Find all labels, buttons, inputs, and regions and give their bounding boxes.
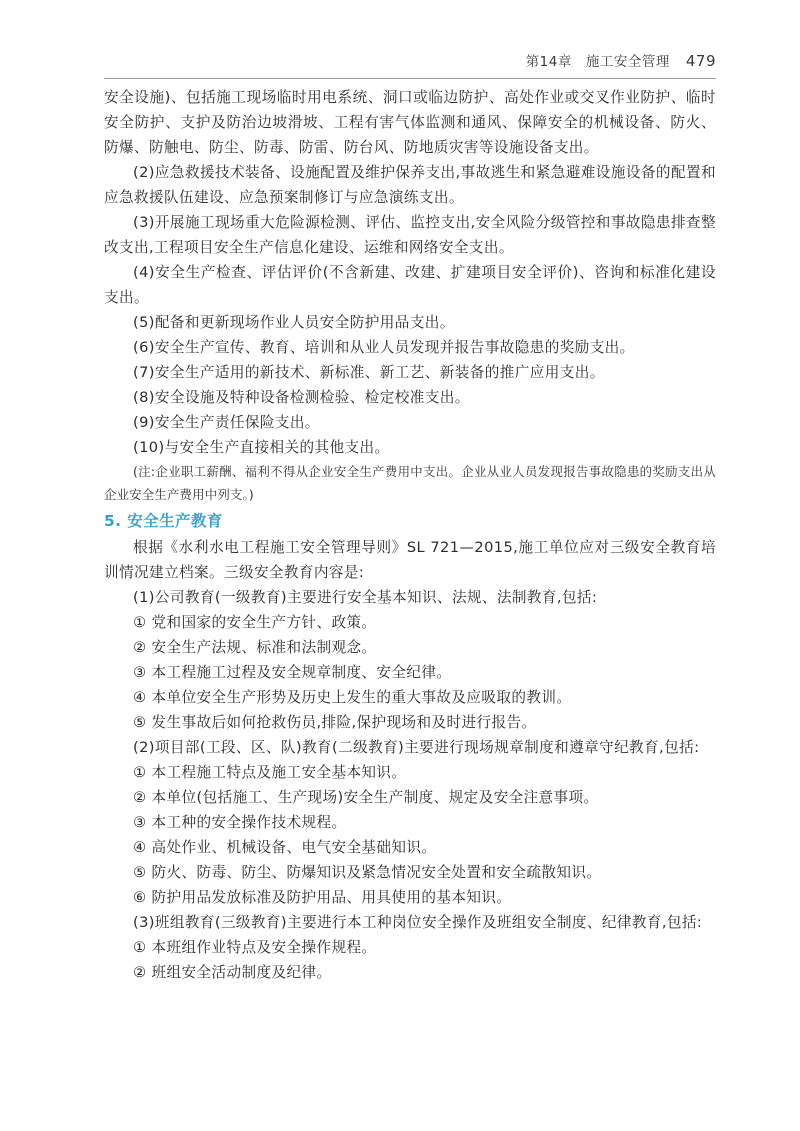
list-item: ① 党和国家的安全生产方针、政策。 xyxy=(133,614,377,631)
expense-item-9: (9)安全生产责任保险支出。 xyxy=(133,414,320,431)
expense-item-6: (6)安全生产宣传、教育、培训和从业人员发现并报告事故隐患的奖励支出。 xyxy=(133,339,635,356)
level-2-education: (2)项目部(工段、区、队)教育(二级教育)主要进行现场规章制度和遵章守纪教育,包括: xyxy=(133,739,700,756)
paragraph-continued: 安全设施)、包括施工现场临时用电系统、洞口或临边防护、高处作业或交叉作业防护、临时安全防护、支护及防治边坡滑坡、工程有害气体监测和通风、保障安全的机械设备、防火、防爆、防触电、防尘、防毒、防雷、防台风、防地质灾害等设施设备支出。 xyxy=(104,89,716,156)
page-body xyxy=(104,85,716,985)
expense-item-10: (10)与安全生产直接相关的其他支出。 xyxy=(133,439,390,456)
list-item: ② 本单位(包括施工、生产现场)安全生产制度、规定及安全注意事项。 xyxy=(133,789,599,806)
note: (注:企业职工薪酬、福利不得从企业安全生产费用中支出。企业从业人员发现报告事故隐患的奖励支出从企业安全生产费用中列支。) xyxy=(104,464,716,502)
page-header xyxy=(104,42,716,79)
expense-item-2: (2)应急救援技术装备、设施配置及维护保养支出,事故逃生和紧急避难设施设备的配置和应急救援队伍建设、应急预案制修订与应急演练支出。 xyxy=(104,164,716,206)
list-item: ⑤ 防火、防毒、防尘、防爆知识及紧急情况安全处置和安全疏散知识。 xyxy=(133,864,602,881)
list-item: ④ 本单位安全生产形势及历史上发生的重大事故及应吸取的教训。 xyxy=(133,689,572,706)
running-header xyxy=(526,50,716,70)
page-number: 479 xyxy=(685,52,716,70)
level-1-education: (1)公司教育(一级教育)主要进行安全基本知识、法规、法制教育,包括: xyxy=(133,589,598,606)
list-item: ② 班组安全活动制度及纪律。 xyxy=(133,964,332,981)
expense-item-7: (7)安全生产适用的新技术、新标准、新工艺、新装备的推广应用支出。 xyxy=(133,364,605,381)
list-item: ⑥ 防护用品发放标准及防护用品、用具使用的基本知识。 xyxy=(133,889,512,906)
section-intro: 根据《水利水电工程施工安全管理导则》SL 721—2015,施工单位应对三级安全教育培训情况建立档案。三级安全教育内容是: xyxy=(104,539,716,581)
list-item: ② 安全生产法规、标准和法制观念。 xyxy=(133,639,377,656)
list-item: ③ 本工种的安全操作技术规程。 xyxy=(133,814,347,831)
expense-item-3: (3)开展施工现场重大危险源检测、评估、监控支出,安全风险分级管控和事故隐患排查整改支出,工程项目安全生产信息化建设、运维和网络安全支出。 xyxy=(104,214,716,256)
chapter-title: 第14章 施工安全管理 xyxy=(525,54,670,70)
list-item: ⑤ 发生事故后如何抢救伤员,排险,保护现场和及时进行报告。 xyxy=(133,714,537,731)
expense-item-5: (5)配备和更新现场作业人员安全防护用品支出。 xyxy=(133,314,455,331)
list-item: ④ 高处作业、机械设备、电气安全基础知识。 xyxy=(133,839,437,856)
section-heading: 5. 安全生产教育 xyxy=(104,512,223,530)
expense-item-8: (8)安全设施及特种设备检测检验、检定校准支出。 xyxy=(133,389,470,406)
list-item: ③ 本工程施工过程及安全规章制度、安全纪律。 xyxy=(133,664,452,681)
list-item: ① 本工程施工特点及施工安全基本知识。 xyxy=(133,764,407,781)
level-3-education: (3)班组教育(三级教育)主要进行本工种岗位安全操作及班组安全制度、纪律教育,包括: xyxy=(133,914,703,931)
expense-item-4: (4)安全生产检查、评估评价(不含新建、改建、扩建项目安全评价)、咨询和标准化建设支出。 xyxy=(104,264,716,306)
list-item: ① 本班组作业特点及安全操作规程。 xyxy=(133,939,377,956)
